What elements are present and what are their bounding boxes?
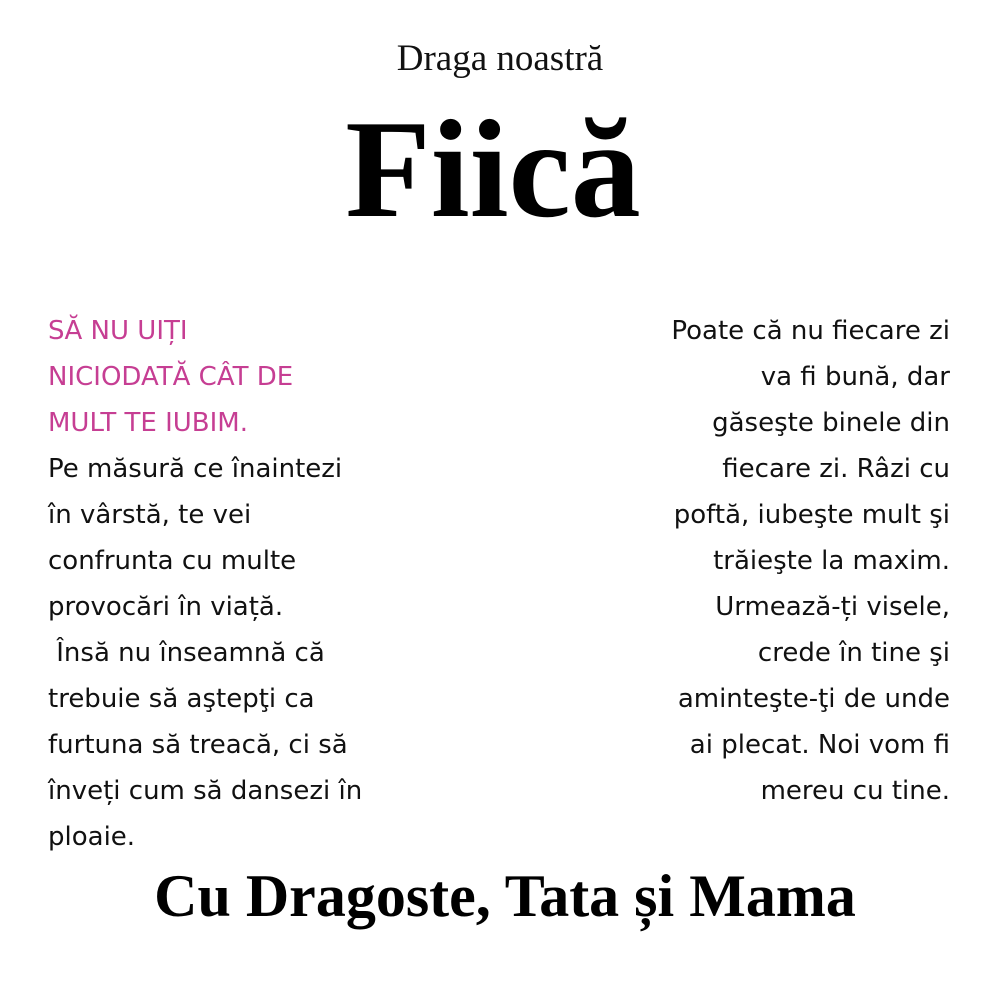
body-line: provocări în viață.	[48, 592, 284, 622]
body-line: ploaie.	[48, 822, 136, 852]
body-line: confrunta cu multe	[48, 546, 297, 576]
signature: Cu Dragoste, Tata și Mama	[154, 863, 856, 929]
body-line: ai plecat. Noi vom fi	[689, 730, 950, 760]
body-line: fiecare zi. Râzi cu	[722, 454, 950, 484]
body-line: Pe măsură ce înaintezi	[48, 454, 343, 484]
body-line: mereu cu tine.	[760, 776, 950, 806]
greeting-heading: Draga noastră	[396, 38, 604, 79]
accent-line: NICIODATĂ CÂT DE	[48, 362, 294, 392]
body-line: trebuie să aştepţi ca	[48, 684, 315, 714]
body-line: va fi bună, dar	[760, 362, 950, 392]
body-line: Însă nu înseamnă că	[48, 638, 325, 668]
body-line: în vârstă, te vei	[48, 500, 252, 530]
page-title: Fiică	[345, 92, 641, 247]
accent-line: MULT TE IUBIM.	[48, 408, 248, 438]
body-line: Poate că nu fiecare zi	[671, 316, 950, 346]
body-line: înveți cum să dansezi în	[48, 776, 363, 806]
body-line: găseşte binele din	[712, 408, 950, 438]
right-text-column	[570, 308, 950, 814]
accent-line: SĂ NU UIȚI	[48, 316, 188, 346]
body-line: crede în tine şi	[757, 638, 950, 668]
body-line: aminteşte-ţi de unde	[677, 684, 950, 714]
body-line: poftă, iubeşte mult şi	[673, 500, 950, 530]
body-line: trăieşte la maxim.	[713, 546, 950, 576]
body-line: Urmează-ți visele,	[715, 592, 950, 622]
left-text-column	[48, 308, 478, 860]
body-line: furtuna să treacă, ci să	[48, 730, 348, 760]
